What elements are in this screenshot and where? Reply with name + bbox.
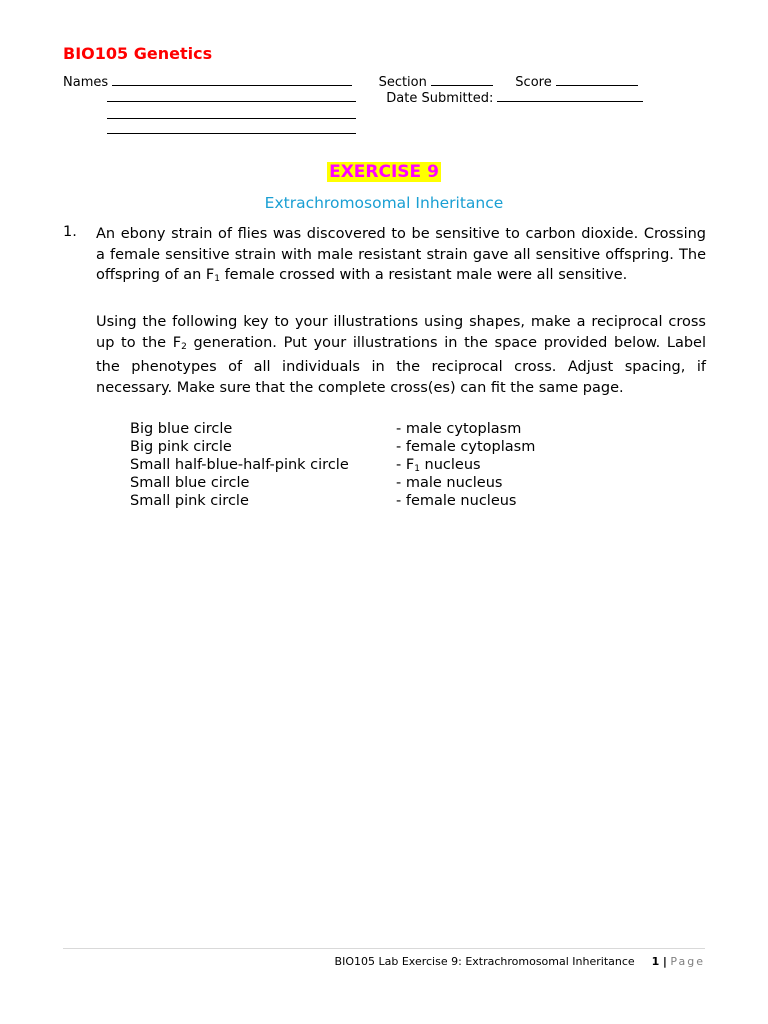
key-row [130,456,610,474]
exercise-subtitle: Extrachromosomal Inheritance [264,194,504,212]
footer-page-number: 1 [651,955,660,968]
key-shape: Small blue circle [130,475,250,491]
question-text: Using the following key to your illustrations using shapes, make a reciprocal cross up to the F [96,314,706,351]
question-text: female crossed with a resistant male were all sensitive. [219,267,628,283]
subscript: 1 [214,274,220,284]
names-line-1[interactable] [112,73,352,86]
names-row-2 [107,89,643,106]
footer-page-word: Page [670,955,705,968]
date-submitted-line[interactable] [497,89,643,102]
key-meaning: - male cytoplasm [396,421,522,437]
names-label: Names [63,75,109,90]
key-shape: Small pink circle [130,493,249,509]
question-paragraph-1 [96,224,706,290]
names-row-1 [63,73,638,90]
page-footer [335,955,705,968]
key-meaning-text: nucleus [419,457,481,473]
names-line-4[interactable] [107,121,356,134]
names-row-4 [107,121,356,138]
question-number: 1. [63,224,77,240]
footer-divider [63,948,705,949]
section-line[interactable] [431,73,493,86]
illustration-key [130,420,610,510]
subscript: 2 [181,341,187,352]
score-line[interactable] [556,73,638,86]
question-paragraph-2 [96,312,706,398]
exercise-title [0,162,768,182]
key-shape: Small half-blue-half-pink circle [130,457,349,473]
footer-lab: BIO105 Lab [334,955,399,968]
key-row [130,420,610,438]
names-line-2[interactable] [107,89,356,102]
course-title: BIO105 Genetics [63,44,213,63]
score-label: Score [515,75,552,90]
date-submitted-label: Date Submitted: [386,91,494,106]
key-meaning-text: - F [396,457,415,473]
section-label: Section [378,75,427,90]
key-meaning: - female nucleus [396,493,517,509]
key-row [130,492,610,510]
question-text: An ebony strain of flies was discovered to be sensitive to carbon dioxide. Crossing a female sensitive strain with male resistant strain gave all sensitive offspring. The offspring of an F [96,226,706,283]
key-row [130,438,610,456]
names-line-3[interactable] [107,106,356,119]
key-meaning: - female cytoplasm [396,439,536,455]
subscript: 1 [414,464,420,474]
question-text: generation. Put your illustrations in the space provided below. Label the phenotypes of all individuals in the reciprocal cross. Adjust spacing, if necessary. Make sure that the complete cross(es) can fit the same page. [96,334,706,396]
key-shape: Big blue circle [130,421,233,437]
exercise-title-text: EXERCISE 9 [329,162,439,182]
key-shape: Big pink circle [130,439,232,455]
key-meaning: - male nucleus [396,475,503,491]
footer-separator: | [662,955,667,968]
footer-title: Exercise 9: Extrachromosomal Inheritance [401,955,635,968]
key-row [130,474,610,492]
